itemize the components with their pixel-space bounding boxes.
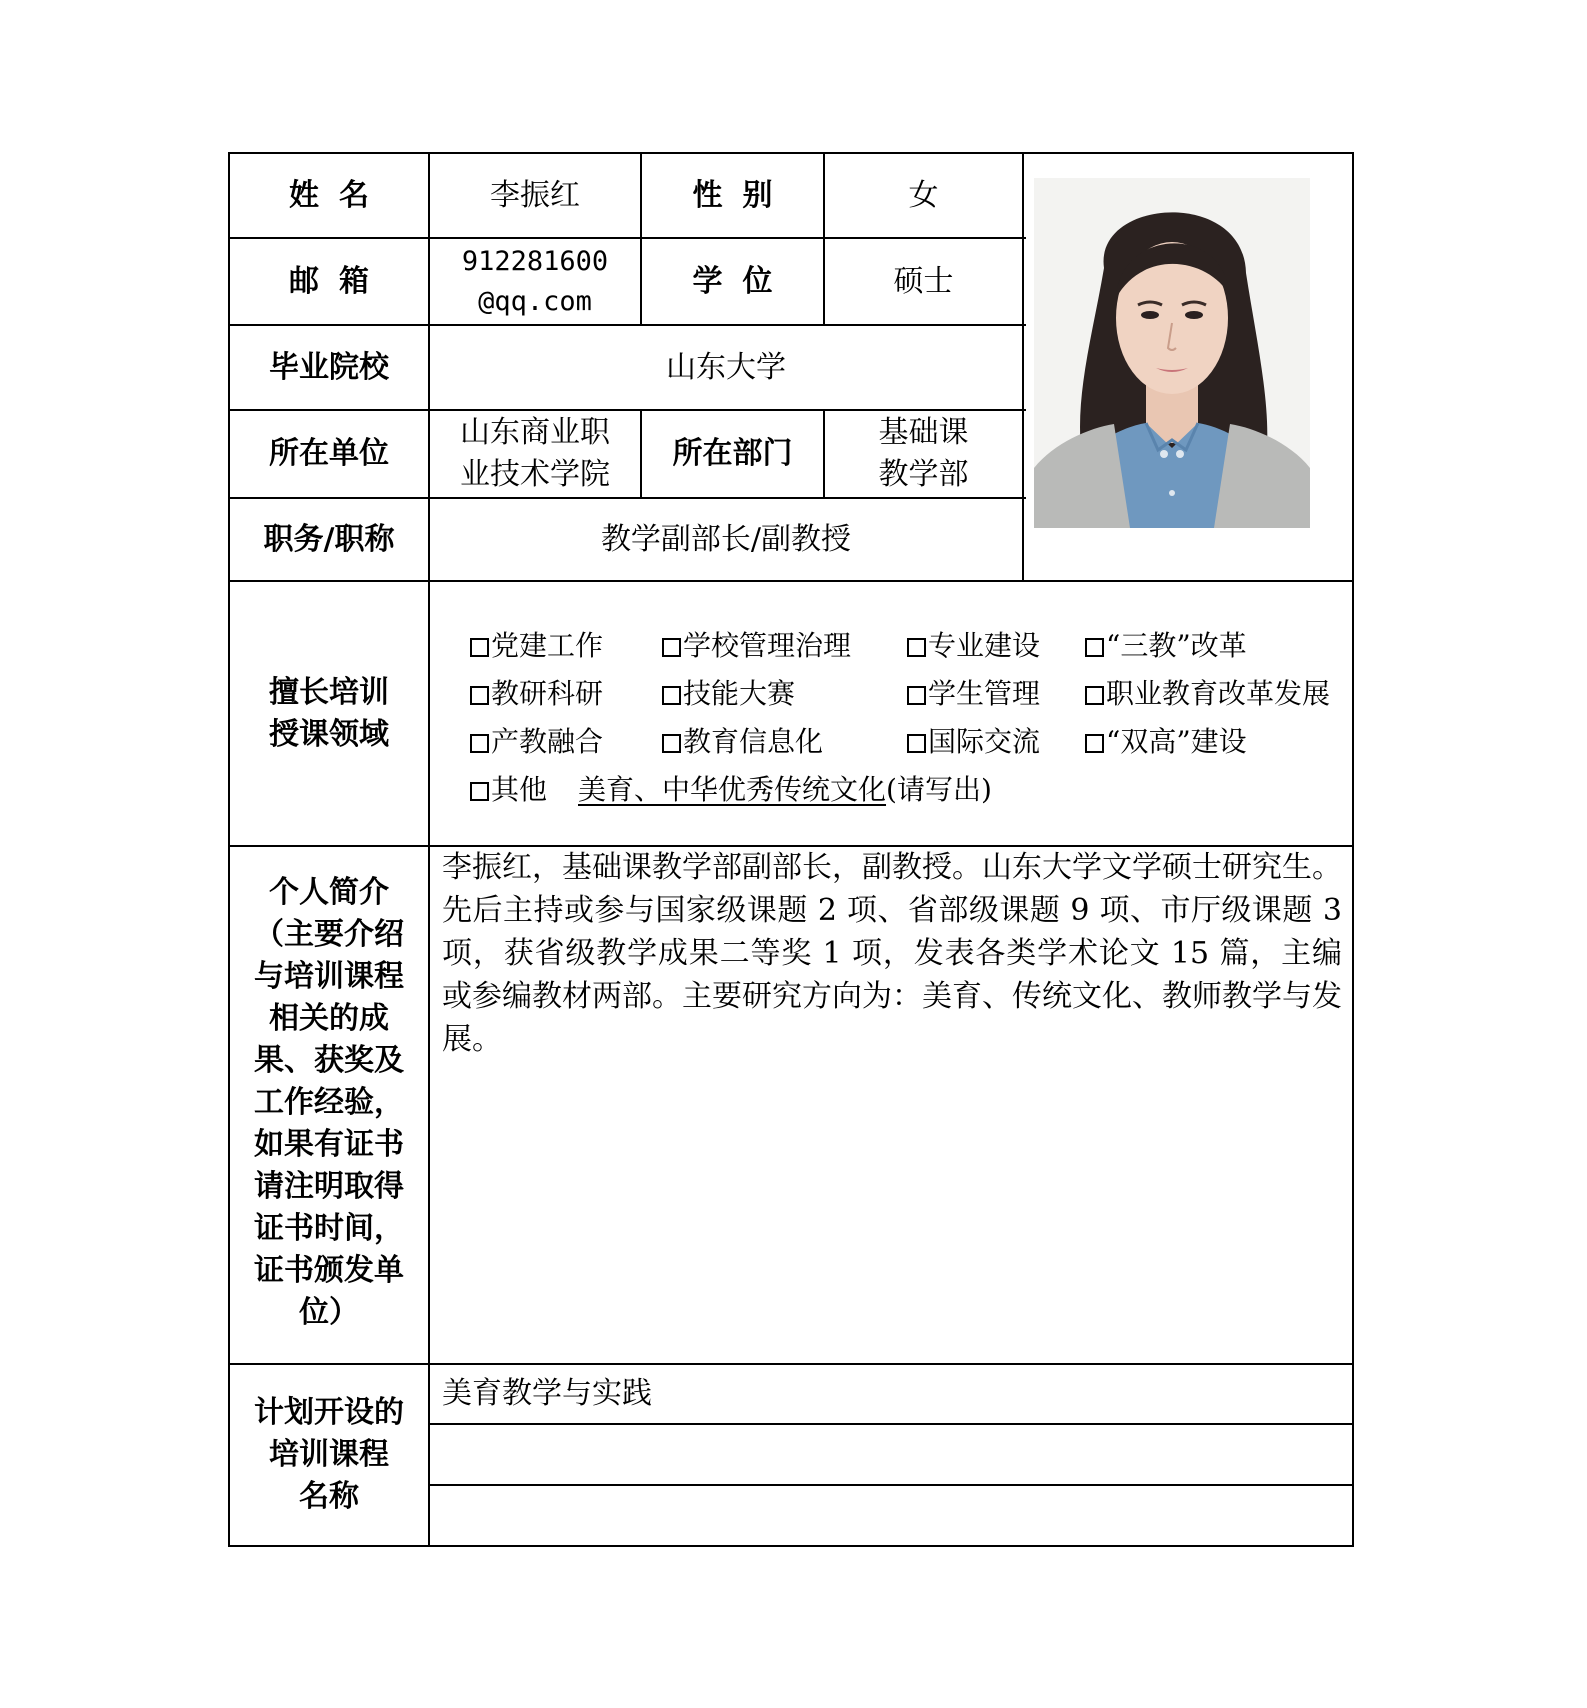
checkbox[interactable] — [470, 686, 489, 705]
domain-option[interactable]: 学校管理治理 — [662, 626, 851, 666]
dept-line-1: 基础课 — [878, 415, 969, 450]
checkbox[interactable] — [907, 734, 926, 753]
degree-label-cell — [642, 239, 823, 324]
courses-label-line: 计划开设的 — [254, 1395, 404, 1430]
bio-text: 李振红，基础课教学部副部长，副教授。山东大学文学硕士研究生。先后主持或参与国家级课题 2 项、省部级课题 9 项、市厅级课题 3 项，获省级教学成果二等奖 1 项，发表各类学术论文 15 篇，主编或参编教材两部。主要研究方向为：美育、传统文化、教师教学与发展。 — [442, 850, 1342, 1057]
checkbox[interactable] — [1085, 638, 1104, 657]
school-label-cell — [230, 326, 428, 409]
checkbox[interactable] — [1085, 686, 1104, 705]
title-value-cell — [430, 499, 1022, 580]
unit-line-2: 业技术学院 — [460, 457, 610, 492]
school-value-cell — [430, 326, 1022, 409]
checkbox[interactable] — [662, 638, 681, 657]
domain-option[interactable]: 专业建设 — [907, 626, 1040, 666]
courses-label-cell — [230, 1365, 428, 1545]
checkbox[interactable] — [470, 638, 489, 657]
profile-photo-drawing — [1034, 178, 1310, 528]
bio-label-line: 位） — [299, 1295, 359, 1330]
row-divider — [428, 1484, 1354, 1486]
checkbox[interactable] — [470, 734, 489, 753]
gender-value: 女 — [908, 177, 939, 213]
other-domain-value: 美育、中华优秀传统文化 — [578, 773, 887, 806]
dept-label-cell — [642, 411, 823, 497]
dept-value-cell — [825, 411, 1022, 497]
domain-label-line-1: 擅长培训 — [269, 674, 389, 710]
domain-option[interactable]: “三教”改革 — [1085, 626, 1247, 666]
bio-label-line: 工作经验， — [254, 1085, 404, 1120]
table-border-right — [1352, 152, 1354, 1547]
domain-label-cell — [230, 582, 428, 845]
domain-label-line-2: 授课领域 — [269, 716, 389, 752]
unit-label: 所在单位 — [269, 436, 389, 471]
checkbox[interactable] — [662, 686, 681, 705]
row-divider — [428, 1423, 1354, 1425]
unit-label-cell — [230, 411, 428, 497]
domain-option[interactable]: 学生管理 — [907, 674, 1040, 714]
domain-option[interactable]: 产教融合 — [470, 722, 603, 762]
domain-option-other[interactable]: 其他 — [470, 770, 547, 810]
gender-value-cell — [825, 154, 1022, 237]
other-domain-entry[interactable] — [578, 770, 992, 810]
degree-label: 学位 — [692, 263, 793, 299]
dept-label: 所在部门 — [672, 436, 793, 471]
column-divider — [1022, 152, 1024, 582]
domain-option[interactable]: 教研科研 — [470, 674, 603, 714]
unit-line-1: 山东商业职 — [460, 415, 610, 450]
domain-option[interactable]: 技能大赛 — [662, 674, 795, 714]
name-value-cell — [430, 154, 640, 237]
checkbox[interactable] — [907, 638, 926, 657]
courses-label-line: 名称 — [299, 1479, 359, 1514]
bio-label-line: 证书颁发单 — [254, 1253, 404, 1288]
checkbox[interactable] — [470, 782, 489, 801]
domain-option[interactable]: 教育信息化 — [662, 722, 823, 762]
email-line-2: @qq.com — [478, 285, 592, 317]
gender-label: 性别 — [692, 177, 793, 213]
bio-label-line: （主要介绍 — [254, 917, 404, 952]
title-label: 职务/职称 — [263, 521, 395, 557]
bio-label-line: 如果有证书 — [254, 1127, 404, 1162]
email-line-1: 912281600 — [461, 245, 609, 277]
email-label-cell — [230, 239, 428, 324]
title-label-cell — [230, 499, 428, 580]
domain-option[interactable]: 党建工作 — [470, 626, 603, 666]
courses-label-line: 培训课程 — [269, 1437, 389, 1472]
school-value: 山东大学 — [666, 349, 786, 385]
bio-label-line: 果、获奖及 — [254, 1043, 404, 1078]
dept-line-2: 教学部 — [878, 457, 969, 492]
school-label: 毕业院校 — [269, 349, 389, 385]
checkbox[interactable] — [662, 734, 681, 753]
bio-label-line: 证书时间， — [254, 1211, 404, 1246]
bio-label-line: 个人简介 — [269, 875, 389, 910]
name-label-cell — [230, 154, 428, 237]
bio-label-line: 请注明取得 — [254, 1169, 404, 1204]
unit-value-cell — [430, 411, 640, 497]
title-value: 教学副部长/副教授 — [600, 521, 852, 557]
course-item-1: 美育教学与实践 — [442, 1376, 652, 1411]
gender-label-cell — [642, 154, 823, 237]
email-label: 邮箱 — [289, 263, 389, 299]
bio-label-line: 相关的成 — [269, 1001, 389, 1036]
name-label: 姓名 — [289, 177, 389, 213]
degree-value: 硕士 — [893, 263, 954, 299]
bio-label-line: 与培训课程 — [254, 959, 404, 994]
name-value: 李振红 — [490, 177, 580, 213]
domain-option[interactable]: 国际交流 — [907, 722, 1040, 762]
other-domain-hint: (请写出) — [886, 773, 992, 806]
domain-option[interactable]: “双高”建设 — [1085, 722, 1247, 762]
checkbox[interactable] — [907, 686, 926, 705]
checkbox[interactable] — [1085, 734, 1104, 753]
degree-value-cell — [825, 239, 1022, 324]
profile-photo — [1034, 178, 1310, 528]
table-border-bottom — [228, 1545, 1354, 1547]
bio-label-cell — [230, 872, 428, 1340]
domain-option[interactable]: 职业教育改革发展 — [1085, 674, 1330, 714]
email-value-cell — [430, 239, 640, 324]
